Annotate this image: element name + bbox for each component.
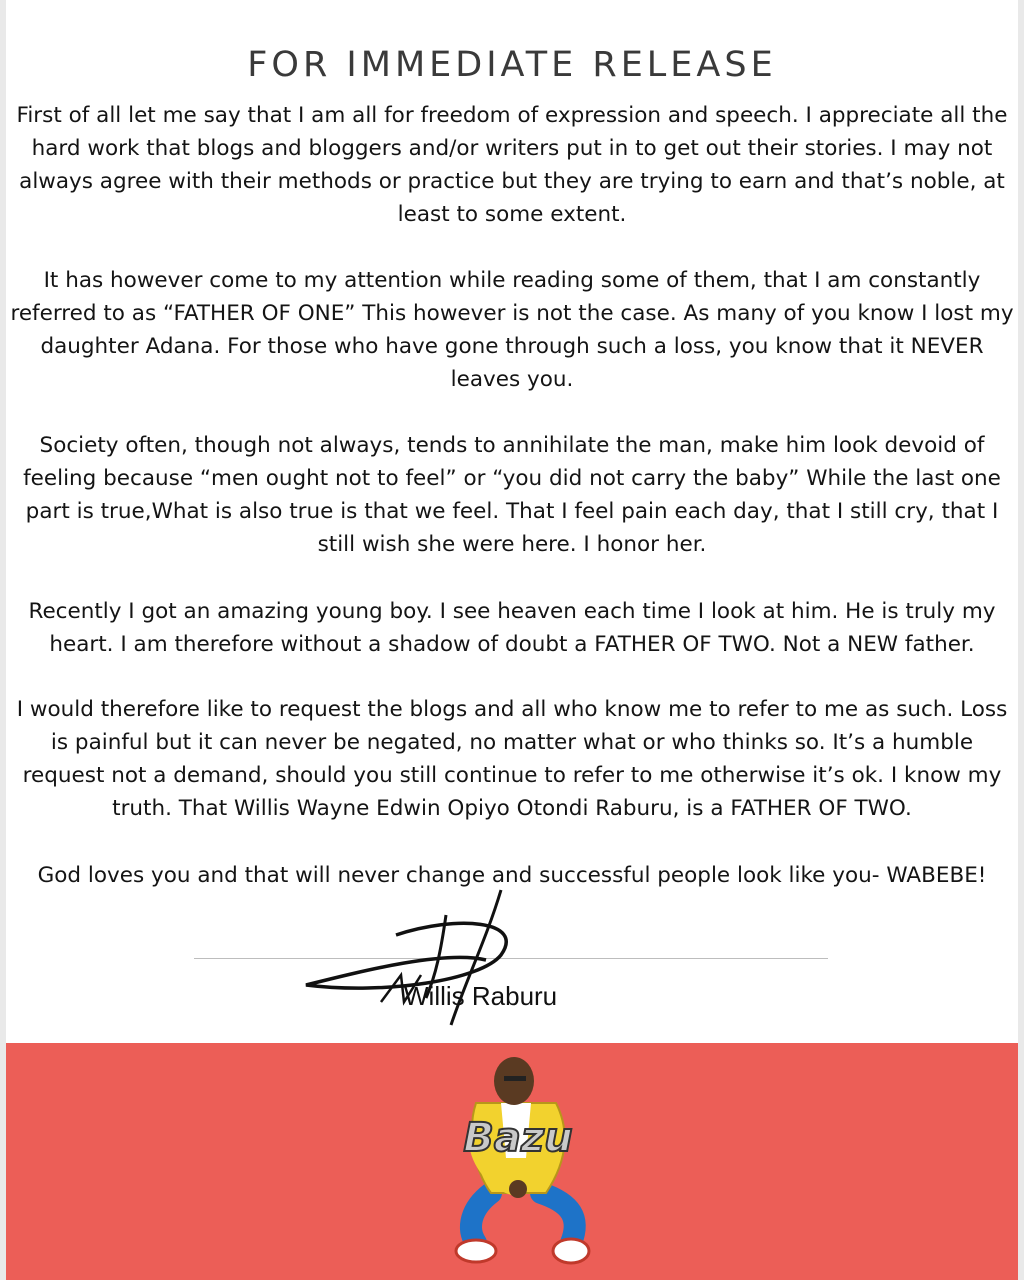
bazu-logo <box>446 1043 596 1268</box>
signature <box>286 880 606 1030</box>
paragraph-young-boy: Recently I got an amazing young boy. I see heaven each time I look at him. He is truly my heart. I am therefore without a shadow of doubt a FATHER OF TWO. Not a NEW father. <box>28 599 996 657</box>
paragraph-father-of-one: It has however come to my attention while reading some of them, that I am constantly referred to as “FATHER OF ONE” This however is not the case. As many of you know I lost my daughter Adana. For those who have gone through such a loss, you know that it NEVER leaves you. <box>10 268 1014 392</box>
bazu-logo-text: Bazu <box>463 1115 573 1161</box>
paragraph-closing: God loves you and that will never change and successful people look like you- WABEBE! <box>37 863 987 888</box>
signature-name: Willis Raburu <box>404 981 558 1011</box>
paragraph-request: I would therefore like to request the blogs and all who know me to refer to me as such. Loss is painful but it can never be negated, no matter what or who thinks so. It’s a humble request not a demand, should you still continue to refer to me otherwise it’s ok. I know my truth. That Willis Wayne Edwin Opiyo Otondi Raburu, is a FATHER OF TWO. <box>16 697 1008 821</box>
page-title: FOR IMMEDIATE RELEASE <box>247 45 777 86</box>
press-release-page <box>6 0 1018 1280</box>
paragraph-freedom-of-expression: First of all let me say that I am all for freedom of expression and speech. I appreciate all the hard work that blogs and bloggers and/or writers put in to get out their stories. I may not always agree with their methods or practice but they are trying to earn and that’s noble, at least to some extent. <box>16 103 1008 227</box>
paragraph-society: Society often, though not always, tends to annihilate the man, make him look devoid of feeling because “men ought not to feel” or “you did not carry the baby” While the last one part is true,What is also true is that we feel. That I feel pain each day, that I still cry, that I still wish she were here. I honor her. <box>23 433 1001 557</box>
